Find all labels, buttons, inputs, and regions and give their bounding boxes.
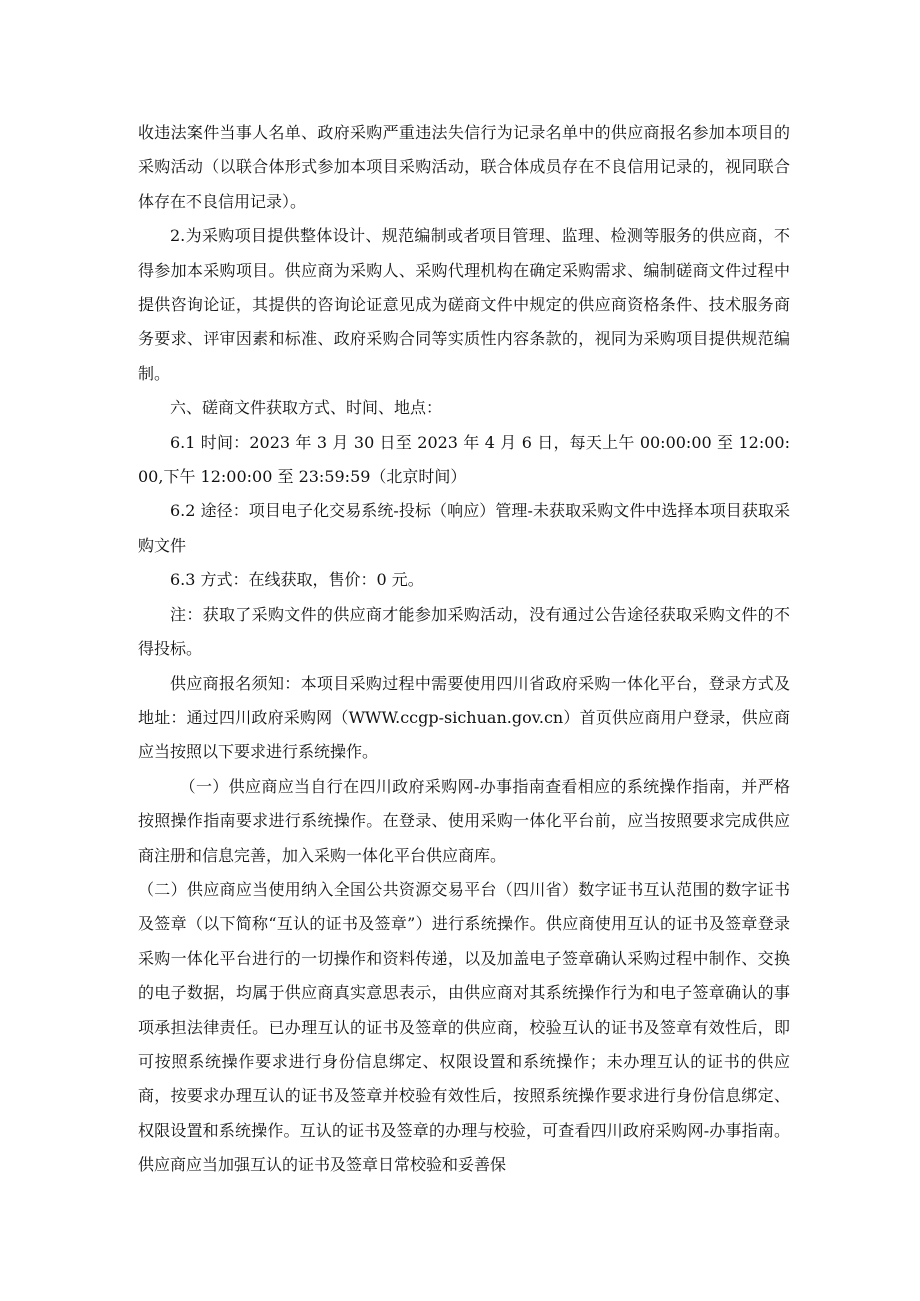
paragraph-clause-2: 2.为采购项目提供整体设计、规范编制或者项目管理、监理、检测等服务的供应商，不得参加本采购项目。供应商为采购人、采购代理机构在确定采购需求、编制磋商文件过程中提供咨询论证，其提供的咨询论证意见成为磋商文件中规定的供应商资格条件、技术服务商务要求、评审因素和标准、政府采购合同等实质性内容条款的，视同为采购项目提供规范编制。 — [138, 226, 790, 383]
document-body — [138, 116, 790, 1183]
paragraph-note: 注：获取了采购文件的供应商才能参加采购活动，没有通过公告途径获取采购文件的不得投标。 — [138, 604, 790, 659]
section-heading-six: 六、磋商文件获取方式、时间、地点： — [170, 398, 443, 418]
paragraph-item-one: （一）供应商应当自行在四川政府采购网-办事指南查看相应的系统操作指南，并严格按照操作指南要求进行系统操作。在登录、使用采购一体化平台前，应当按照要求完成供应商注册和信息完善，加入采购一体化平台供应商库。 — [138, 776, 790, 865]
paragraph-ineligible-suppliers-continued: 收违法案件当事人名单、政府采购严重违法失信行为记录名单中的供应商报名参加本项目的采购活动（以联合体形式参加本项目采购活动，联合体成员存在不良信用记录的，视同联合体存在不良信用记录）。 — [138, 123, 790, 211]
paragraph-6-1-time: 6.1 时间：2023 年 3 月 30 日至 2023 年 4 月 6 日，每天上午 00:00:00 至 12:00:00,下午 12:00:00 至 23:59:59（北京时间） — [138, 432, 790, 487]
paragraph-6-2-channel: 6.2 途径：项目电子化交易系统-投标（响应）管理-未获取采购文件中选择本项目获取采购文件 — [138, 501, 790, 555]
paragraph-item-two: （二）供应商应当使用纳入全国公共资源交易平台（四川省）数字证书互认范围的数字证书及签章（以下简称“互认的证书及签章”）进行系统操作。供应商使用互认的证书及签章登录采购一体化平台进行的一切操作和资料传递，以及加盖电子签章确认采购过程中制作、交换的电子数据，均属于供应商真实意思表示，由供应商对其系统操作行为和电子签章确认的事项承担法律责任。已办理互认的证书及签章的供应商，校验互认的证书及签章有效性后，即可按照系统操作要求进行身份信息绑定、权限设置和系统操作；未办理互认的证书的供应商，按要求办理互认的证书及签章并校验有效性后，按照系统操作要求进行身份信息绑定、权限设置和系统操作。互认的证书及签章的办理与校验，可查看四川政府采购网-办事指南。供应商应当加强互认的证书及签章日常校验和妥善保 — [138, 879, 790, 1175]
paragraph-6-3-method: 6.3 方式：在线获取，售价：0 元。 — [170, 570, 424, 590]
paragraph-registration-notice: 供应商报名须知：本项目采购过程中需要使用四川省政府采购一体化平台，登录方式及地址：通过四川政府采购网（WWW.ccgp-sichuan.gov.cn）首页供应商用户登录，供应商应当按照以下要求进行系统操作。 — [138, 673, 790, 762]
